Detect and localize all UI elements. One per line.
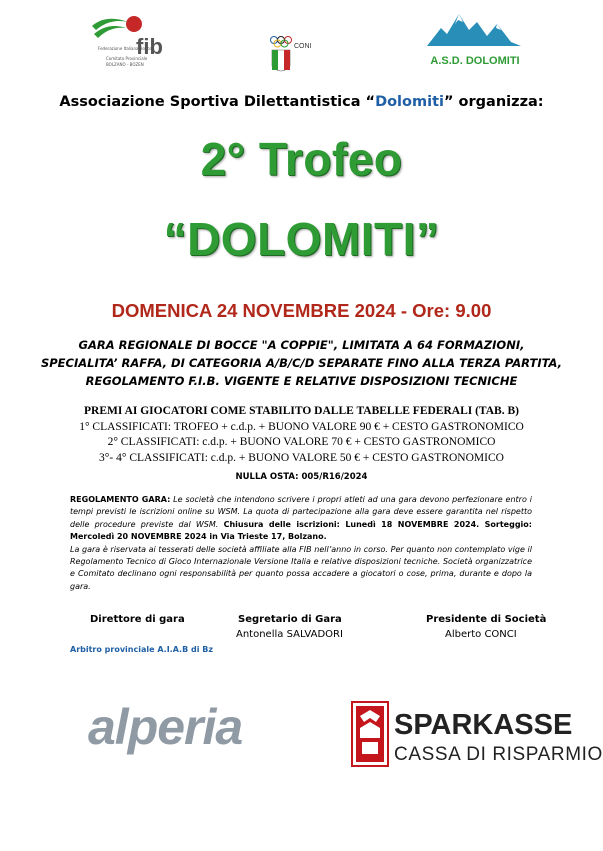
prize-line: 3°- 4° CLASSIFICATI: c.d.p. + BUONO VALORE 50 € + CESTO GASTRONOMICO (99, 451, 504, 464)
organizer-line: Associazione Sportiva Dilettantistica “Dolomiti” organizza: (59, 94, 544, 110)
svg-text:BOLZANO - BOZEN: BOLZANO - BOZEN (106, 62, 144, 67)
competition-line: SPECIALITA’ RAFFA, DI CATEGORIA A/B/C/D SEPARATE FINO ALLA TERZA PARTITA, (40, 356, 563, 370)
coni-logo (268, 34, 312, 82)
prize-line: 1° CLASSIFICATI: TROFEO + c.d.p. + BUONO VALORE 90 € + CESTO GASTRONOMICO (79, 420, 524, 433)
asd-dolomiti-logo (425, 8, 525, 68)
prizes-title: PREMI AI GIOCATORI COME STABILITO DALLE TABELLE FEDERALI (TAB. B) (84, 405, 519, 417)
referee-note: Arbitro provinciale A.I.A.B di Bz (70, 645, 213, 654)
president-name: Alberto CONCI (445, 629, 517, 640)
event-date: DOMENICA 24 NOVEMBRE 2024 - Ore: 9.00 (111, 300, 492, 321)
competition-details (0, 336, 603, 390)
regulations-label: REGOLAMENTO GARA: (70, 495, 171, 504)
coni-logo-text: CONI (294, 43, 312, 50)
alperia-logo-text: alperia (88, 699, 243, 755)
director-role: Direttore di gara (90, 614, 185, 625)
svg-text:Comitato Provinciale: Comitato Provinciale (106, 56, 148, 61)
president-role: Presidente di Società (426, 614, 547, 625)
prize-line: 2° CLASSIFICATI: c.d.p. + BUONO VALORE 70 € + CESTO GASTRONOMICO (107, 436, 496, 448)
asd-dolomiti-logo-text: A.S.D. DOLOMITI (430, 55, 520, 67)
regulations-text: REGOLAMENTO GARA: Le società che intendono scrivere i propri atleti ad una gara devono perfezionare entro i tempi previsti le iscrizioni online su WSM. La quota di partecipazione alla gara deve essere garantita nel rispetto delle procedure previste dal WSM. Chiusura delle iscrizioni: Lunedì 18 NOVEMBRE 2024. Sorteggio: Mercoledì 20 NOVEMBRE 2024 in Via Trieste 17, Bolzano. La gara è riservata ai tesserati delle società affiliate alla FIB nell’anno in corso. Per quanto non contemplato vige il Regolamento Tecnico di Gioco Internazionale Versione Italia e relative disposizioni tecniche. Società organizzatrice e Comitato declinano ogni responsabilità per quanto possa accadere a giocatori o cose, prima, durante e dopo la gara. (70, 495, 532, 591)
organizer-highlight: Dolomiti (375, 94, 444, 110)
secretary-role: Segretario di Gara (238, 614, 342, 625)
registration-deadline: Chiusura delle iscrizioni: Lunedì 18 NOVEMBRE 2024. Sorteggio: Mercoledì 20 NOVEMBRE 2024 in Via Trieste 17, Bolzano. (70, 519, 532, 542)
trophy-title: 2° Trofeo (200, 133, 403, 185)
trophy-name: “DOLOMITI” (163, 213, 440, 265)
nulla-osta: NULLA OSTA: 005/R16/2024 (235, 472, 368, 482)
prizes-block (0, 404, 603, 466)
fib-logo (88, 12, 170, 70)
competition-line: REGOLAMENTO F.I.B. VIGENTE E RELATIVE DISPOSIZIONI TECNICHE (85, 374, 518, 388)
svg-text:Federazione Italiana Bocce: Federazione Italiana Bocce (98, 46, 152, 51)
competition-line: GARA REGIONALE DI BOCCE "A COPPIE", LIMITATA A 64 FORMAZIONI, (78, 338, 525, 352)
sparkasse-logo (352, 702, 603, 768)
sparkasse-logo-text: SPARKASSE (394, 709, 573, 741)
secretary-name: Antonella SALVADORI (236, 629, 343, 640)
sparkasse-logo-subtext: CASSA DI RISPARMIO (394, 744, 603, 765)
fib-logo-text: fib (136, 34, 163, 59)
alperia-logo (86, 698, 286, 760)
